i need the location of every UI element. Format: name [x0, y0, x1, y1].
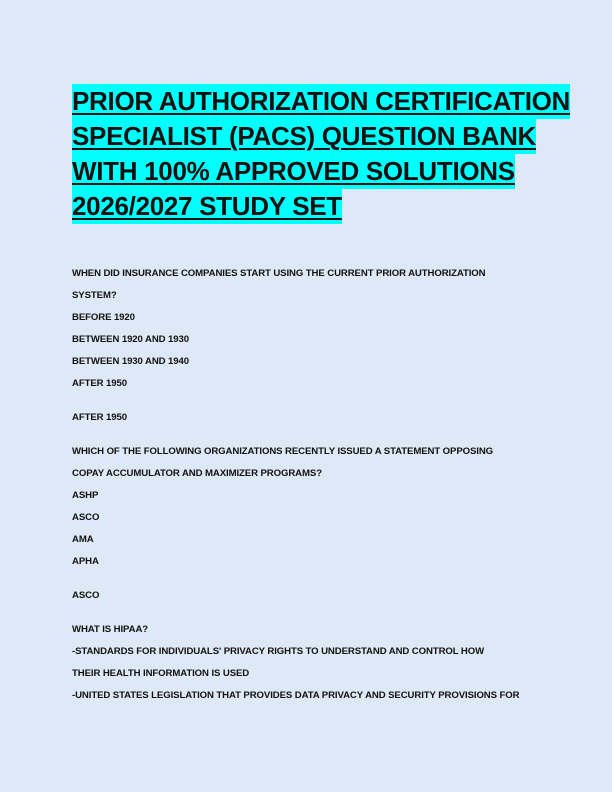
question-block-1 — [72, 263, 542, 441]
title-line: SPECIALIST (PACS) QUESTION BANK — [72, 119, 536, 154]
answer-option: -UNITED STATES LEGISLATION THAT PROVIDES DATA PRIVACY AND SECURITY PROVISIONS FOR — [72, 690, 520, 701]
spacer — [72, 607, 542, 619]
question-block-3 — [72, 619, 542, 707]
document-title — [72, 84, 571, 224]
question-text: COPAY ACCUMULATOR AND MAXIMIZER PROGRAMS? — [72, 468, 322, 479]
answer-option: AFTER 1950 — [72, 378, 127, 389]
answer-option: BETWEEN 1920 AND 1930 — [72, 334, 189, 345]
spacer — [72, 429, 542, 441]
question-block-2 — [72, 441, 542, 619]
question-list — [72, 263, 542, 707]
question-text: WHICH OF THE FOLLOWING ORGANIZATIONS RECENTLY ISSUED A STATEMENT OPPOSING — [72, 446, 494, 457]
title-line: PRIOR AUTHORIZATION CERTIFICATION — [72, 84, 570, 119]
question-text: SYSTEM? — [72, 290, 117, 301]
answer-option: BEFORE 1920 — [72, 312, 135, 323]
answer-option: APHA — [72, 556, 99, 567]
answer-option: -STANDARDS FOR INDIVIDUALS' PRIVACY RIGHTS TO UNDERSTAND AND CONTROL HOW — [72, 646, 485, 657]
correct-answer: ASCO — [72, 590, 100, 601]
answer-option: THEIR HEALTH INFORMATION IS USED — [72, 668, 250, 679]
correct-answer: AFTER 1950 — [72, 412, 127, 423]
answer-option: ASHP — [72, 490, 99, 501]
spacer — [72, 573, 542, 585]
title-line: WITH 100% APPROVED SOLUTIONS — [72, 154, 515, 189]
question-text: WHAT IS HIPAA? — [72, 624, 149, 635]
answer-option: AMA — [72, 534, 94, 545]
spacer — [72, 395, 542, 407]
title-line: 2026/2027 STUDY SET — [72, 189, 342, 224]
answer-option: BETWEEN 1930 AND 1940 — [72, 356, 189, 367]
question-text: WHEN DID INSURANCE COMPANIES START USING THE CURRENT PRIOR AUTHORIZATION — [72, 268, 486, 279]
answer-option: ASCO — [72, 512, 100, 523]
